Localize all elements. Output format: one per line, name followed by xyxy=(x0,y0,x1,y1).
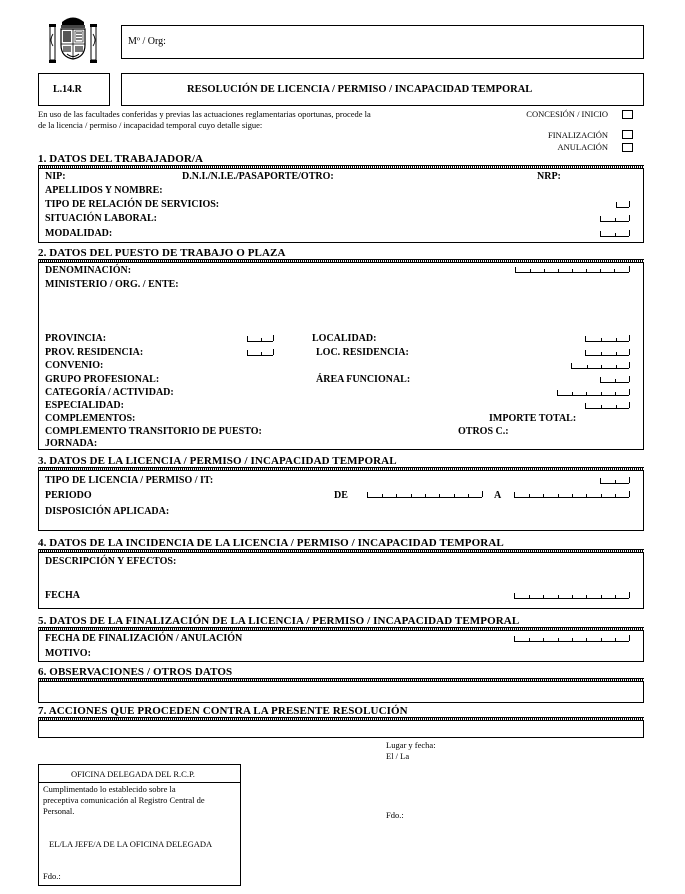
org-label: Mº / Org: xyxy=(128,36,166,47)
nip-label: NIP: xyxy=(45,171,66,182)
section7-title: 7. ACCIONES QUE PROCEDEN CONTRA LA PRESENTE RESOLUCIÓN xyxy=(38,705,408,717)
org-field[interactable] xyxy=(121,25,644,59)
provincia-field[interactable] xyxy=(247,336,273,342)
jornada-label: JORNADA: xyxy=(45,438,98,449)
oficina-text-2: preceptiva comunicación al Registro Central de xyxy=(43,795,205,805)
oficina-jefe: EL/LA JEFE/A DE LA OFICINA DELEGADA xyxy=(49,839,213,849)
loc-residencia-field[interactable] xyxy=(585,350,629,356)
grupo-label: GRUPO PROFESIONAL: xyxy=(45,374,160,385)
fecha-fin-label: FECHA DE FINALIZACIÓN / ANULACIÓN xyxy=(45,633,243,644)
section3-title: 3. DATOS DE LA LICENCIA / PERMISO / INCAPACIDAD TEMPORAL xyxy=(38,455,397,467)
tipo-licencia-label: TIPO DE LICENCIA / PERMISO / IT: xyxy=(45,475,214,486)
tipo-licencia-field[interactable] xyxy=(600,478,629,484)
transitorio-label: COMPLEMENTO TRANSITORIO DE PUESTO: xyxy=(45,426,262,437)
otros-label: OTROS C.: xyxy=(458,426,509,437)
especialidad-label: ESPECIALIDAD: xyxy=(45,400,124,411)
denominacion-label: DENOMINACIÓN: xyxy=(45,265,132,276)
dni-label: D.N.I./N.I.E./PASAPORTE/OTRO: xyxy=(182,171,334,182)
nrp-label: NRP: xyxy=(537,171,561,182)
prov-residencia-label: PROV. RESIDENCIA: xyxy=(45,347,144,358)
situacion-field[interactable] xyxy=(600,216,629,222)
section1-box xyxy=(38,168,644,243)
section4-box xyxy=(38,552,644,609)
prov-residencia-field[interactable] xyxy=(247,350,273,356)
oficina-divider xyxy=(39,782,240,783)
option-concesion-label: CONCESIÓN / INICIO xyxy=(526,109,608,119)
section6-title: 6. OBSERVACIONES / OTROS DATOS xyxy=(38,666,233,678)
el-la-label: El / La xyxy=(386,751,410,761)
lugar-fecha-label: Lugar y fecha: xyxy=(386,740,436,750)
descripcion-label: DESCRIPCIÓN Y EFECTOS: xyxy=(45,556,177,567)
intro-line-2: de la licencia / permiso / incapacidad temporal cuyo detalle sigue: xyxy=(38,120,263,130)
loc-residencia-label: LOC. RESIDENCIA: xyxy=(316,347,409,358)
fecha-fin-field[interactable] xyxy=(514,636,629,642)
periodo-label: PERIODO xyxy=(45,490,92,501)
oficina-firma: Fdo.: xyxy=(43,871,61,881)
especialidad-field[interactable] xyxy=(585,403,629,409)
localidad-field[interactable] xyxy=(585,336,629,342)
section1-title: 1. DATOS DEL TRABAJADOR/A xyxy=(38,153,204,165)
section4-title: 4. DATOS DE LA INCIDENCIA DE LA LICENCIA / PERMISO / INCAPACIDAD TEMPORAL xyxy=(38,537,504,549)
section5-title: 5. DATOS DE LA FINALIZACIÓN DE LA LICENCIA / PERMISO / INCAPACIDAD TEMPORAL xyxy=(38,615,520,627)
option-finalizacion-label: FINALIZACIÓN xyxy=(548,130,608,140)
oficina-text-1: Cumplimentado lo establecido sobre la xyxy=(43,784,176,794)
modalidad-field[interactable] xyxy=(600,231,629,237)
periodo-de-label: DE xyxy=(334,490,348,501)
modalidad-label: MODALIDAD: xyxy=(45,228,113,239)
section3-box xyxy=(38,470,644,531)
convenio-field[interactable] xyxy=(571,363,629,369)
grupo-field[interactable] xyxy=(600,377,629,383)
fecha-label: FECHA xyxy=(45,590,80,601)
firma-label: Fdo.: xyxy=(386,810,404,820)
form-title-box xyxy=(121,73,644,106)
section5-box xyxy=(38,630,644,662)
categoria-label: CATEGORÍA / ACTIVIDAD: xyxy=(45,387,174,398)
oficina-title: OFICINA DELEGADA DEL R.C.P. xyxy=(71,769,195,779)
section2-title: 2. DATOS DEL PUESTO DE TRABAJO O PLAZA xyxy=(38,247,286,259)
intro-line-1: En uso de las facultades conferidas y previas las actuaciones reglamentarias oportunas, procede la xyxy=(38,109,371,119)
complementos-label: COMPLEMENTOS: xyxy=(45,413,136,424)
form-code-box xyxy=(38,73,110,106)
apellidos-label: APELLIDOS Y NOMBRE: xyxy=(45,185,163,196)
tipo-relacion-field[interactable] xyxy=(616,202,629,208)
convenio-label: CONVENIO: xyxy=(45,360,104,371)
periodo-a-label: A xyxy=(494,490,502,501)
tipo-relacion-label: TIPO DE RELACIÓN DE SERVICIOS: xyxy=(45,199,220,210)
periodo-a-field[interactable] xyxy=(514,492,629,498)
provincia-label: PROVINCIA: xyxy=(45,333,107,344)
ministerio-label: MINISTERIO / ORG. / ENTE: xyxy=(45,279,179,290)
oficina-box xyxy=(38,764,241,886)
observaciones-field[interactable] xyxy=(38,681,644,703)
section2-box xyxy=(38,262,644,450)
option-anulacion-checkbox[interactable] xyxy=(622,143,633,152)
option-anulacion-label: ANULACIÓN xyxy=(557,142,608,152)
situacion-label: SITUACIÓN LABORAL: xyxy=(45,213,157,224)
fecha-field[interactable] xyxy=(514,593,629,599)
categoria-field[interactable] xyxy=(557,390,629,396)
localidad-label: LOCALIDAD: xyxy=(312,333,377,344)
periodo-de-field[interactable] xyxy=(367,492,482,498)
motivo-label: MOTIVO: xyxy=(45,648,91,659)
acciones-field[interactable] xyxy=(38,720,644,738)
importe-label: IMPORTE TOTAL: xyxy=(489,413,577,424)
option-finalizacion-checkbox[interactable] xyxy=(622,130,633,139)
form-code: L.14.R xyxy=(53,84,82,95)
denominacion-field[interactable] xyxy=(515,267,629,273)
coat-of-arms-icon xyxy=(48,14,98,66)
form-title: RESOLUCIÓN DE LICENCIA / PERMISO / INCAPACIDAD TEMPORAL xyxy=(187,84,533,95)
option-concesion-checkbox[interactable] xyxy=(622,110,633,119)
area-label: ÁREA FUNCIONAL: xyxy=(316,374,411,385)
disposicion-label: DISPOSICIÓN APLICADA: xyxy=(45,506,170,517)
oficina-text-3: Personal. xyxy=(43,806,75,816)
